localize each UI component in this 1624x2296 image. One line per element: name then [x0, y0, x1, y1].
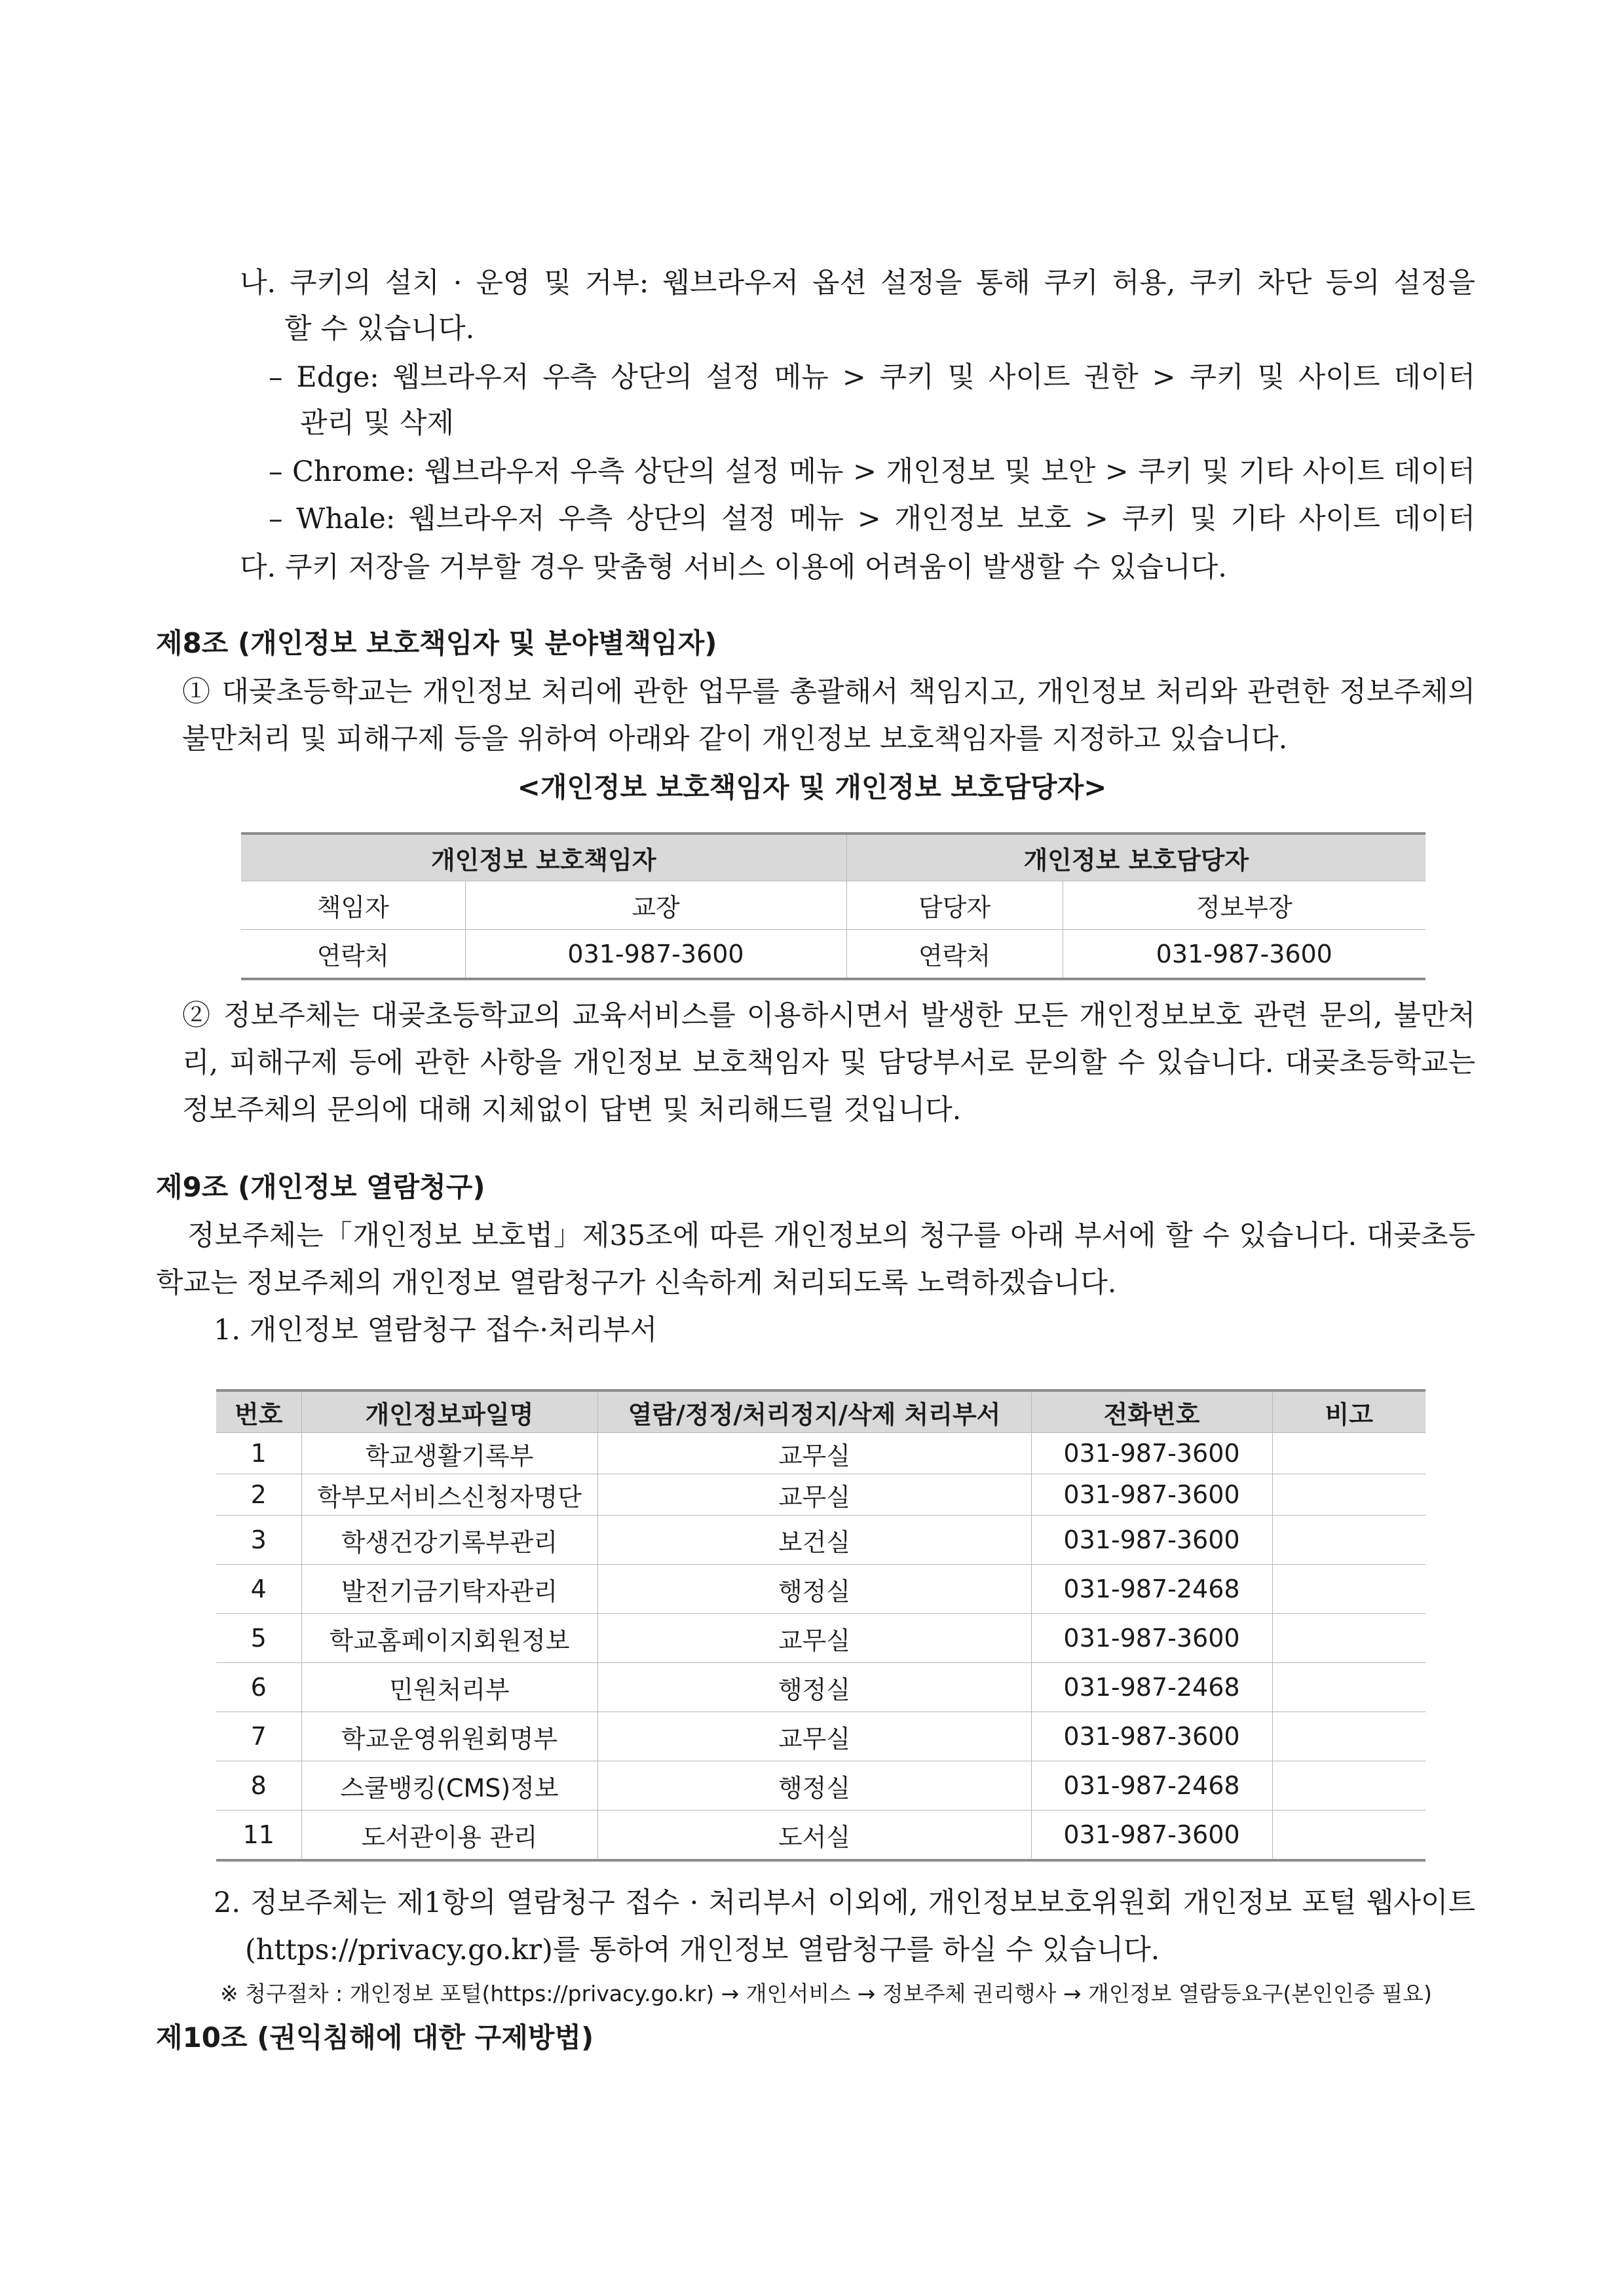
header-privacy-manager: 개인정보 보호담당자: [846, 833, 1426, 881]
table-cell: 교무실: [597, 1614, 1031, 1663]
table-cell: 3: [216, 1516, 301, 1565]
table-cell: 교무실: [597, 1474, 1031, 1516]
cookie-edge-line1: – Edge: 웹브라우저 우측 상단의 설정 메뉴 > 쿠키 및 사이트 권한 > 쿠키 및 사이트 데이터: [269, 361, 1475, 394]
header-phone: 전화번호: [1031, 1390, 1272, 1433]
table-cell: 학부모서비스신청자명단: [301, 1474, 597, 1516]
article9-heading: 제9조 (개인정보 열람청구): [156, 1171, 485, 1203]
table-cell: 교무실: [597, 1712, 1031, 1761]
header-department: 열람/정정/처리정지/삭제 처리부서: [597, 1390, 1031, 1433]
table-row: [216, 1474, 1426, 1516]
table-cell: 정보부장: [1063, 881, 1426, 930]
article8-p2-line3: 정보주체의 문의에 대해 지체없이 답변 및 처리해드릴 것입니다.: [182, 1094, 962, 1126]
article9-item2-line2: (https://privacy.go.kr)를 통하여 개인정보 열람청구를 하실 수 있습니다.: [245, 1934, 1160, 1966]
table-cell: 031-987-3600: [1063, 930, 1426, 980]
table-cell: 보건실: [597, 1516, 1031, 1565]
article10-heading: 제10조 (권익침해에 대한 구제방법): [156, 2021, 594, 2054]
privacy-officer-table: [241, 832, 1426, 980]
table-cell: 발전기금기탁자관리: [301, 1565, 597, 1614]
table-cell: [1272, 1614, 1426, 1663]
table-header-row: [241, 833, 1426, 881]
cookie-item-na-line1: 나. 쿠키의 설치 · 운영 및 거부: 웹브라우저 옵션 설정을 통해 쿠키 허용, 쿠키 차단 등의 설정을: [240, 267, 1475, 299]
header-no: 번호: [216, 1390, 301, 1433]
cookie-item-na-line2: 할 수 있습니다.: [284, 313, 475, 345]
table-row: [216, 1761, 1426, 1810]
table-cell: 031-987-2468: [1031, 1761, 1272, 1810]
article9-note: ※ 청구절차 : 개인정보 포털(https://privacy.go.kr) → 개인서비스 → 정보주체 권리행사 → 개인정보 열람등요구(본인인증 필요): [220, 1981, 1432, 2006]
table-cell: 8: [216, 1761, 301, 1810]
table-row: [216, 1663, 1426, 1712]
table-cell: [1272, 1565, 1426, 1614]
table-cell: 도서실: [597, 1810, 1031, 1861]
table-cell: 민원처리부: [301, 1663, 597, 1712]
table-cell: 031-987-3600: [1031, 1712, 1272, 1761]
table-row: [216, 1565, 1426, 1614]
table-cell: 5: [216, 1614, 301, 1663]
article9-item2-line1: 2. 정보주체는 제1항의 열람청구 접수 · 처리부서 이외에, 개인정보보호위원회 개인정보 포털 웹사이트: [214, 1886, 1475, 1919]
table-cell: 031-987-2468: [1031, 1565, 1272, 1614]
table-cell: 교무실: [597, 1433, 1031, 1474]
table-cell: [1272, 1712, 1426, 1761]
article9-intro-line1: 정보주체는「개인정보 보호법」제35조에 따른 개인정보의 청구를 아래 부서에 할 수 있습니다. 대곶초등: [187, 1219, 1475, 1252]
table-cell: 7: [216, 1712, 301, 1761]
table-cell: 031-987-3600: [465, 930, 846, 980]
cookie-chrome-line: – Chrome: 웹브라우저 우측 상단의 설정 메뉴 > 개인정보 및 보안 > 쿠키 및 기타 사이트 데이터: [269, 455, 1475, 488]
table-cell: 1: [216, 1433, 301, 1474]
article8-heading: 제8조 (개인정보 보호책임자 및 분야별책임자): [156, 627, 717, 659]
table-cell: 학교홈페이지회원정보: [301, 1614, 597, 1663]
article8-table-caption: <개인정보 보호책임자 및 개인정보 보호담당자>: [517, 771, 1107, 803]
article8-p1-line1: ① 대곶초등학교는 개인정보 처리에 관한 업무를 총괄해서 책임지고, 개인정보 처리와 관련한 정보주체의: [182, 676, 1475, 708]
table-row: [216, 1810, 1426, 1861]
table-cell: 031-987-3600: [1031, 1474, 1272, 1516]
table-header-row: [216, 1390, 1426, 1433]
table-cell: 학교생활기록부: [301, 1433, 597, 1474]
article9-item1: 1. 개인정보 열람청구 접수·처리부서: [214, 1314, 658, 1347]
table-cell: 스쿨뱅킹(CMS)정보: [301, 1761, 597, 1810]
header-privacy-officer: 개인정보 보호책임자: [241, 833, 846, 881]
table-cell: 연락처: [241, 930, 465, 980]
table-cell: 031-987-3600: [1031, 1433, 1272, 1474]
table-cell: 4: [216, 1565, 301, 1614]
cookie-item-da: 다. 쿠키 저장을 거부할 경우 맞춤형 서비스 이용에 어려움이 발생할 수 있습니다.: [240, 551, 1227, 584]
table-cell: 11: [216, 1810, 301, 1861]
table-row: [216, 1516, 1426, 1565]
table-cell: 2: [216, 1474, 301, 1516]
article8-p1-line2: 불만처리 및 피해구제 등을 위하여 아래와 같이 개인정보 보호책임자를 지정하고 있습니다.: [182, 723, 1288, 756]
table-row: [216, 1433, 1426, 1474]
table-cell: 담당자: [846, 881, 1063, 930]
table-cell: 도서관이용 관리: [301, 1810, 597, 1861]
table-row: [216, 1614, 1426, 1663]
table-cell: [1272, 1761, 1426, 1810]
table-cell: 031-987-3600: [1031, 1516, 1272, 1565]
table-cell: 행정실: [597, 1565, 1031, 1614]
article8-p2-line2: 리, 피해구제 등에 관한 사항을 개인정보 보호책임자 및 담당부서로 문의할 수 있습니다. 대곶초등학교는: [182, 1046, 1475, 1079]
table-cell: [1272, 1433, 1426, 1474]
cookie-whale-line: – Whale: 웹브라우저 우측 상단의 설정 메뉴 > 개인정보 보호 > 쿠키 및 기타 사이트 데이터: [269, 503, 1475, 535]
table-cell: 학생건강기록부관리: [301, 1516, 597, 1565]
table-cell: 연락처: [846, 930, 1063, 980]
table-cell: [1272, 1810, 1426, 1861]
table-cell: 책임자: [241, 881, 465, 930]
header-file-name: 개인정보파일명: [301, 1390, 597, 1433]
article8-p2-line1: ② 정보주체는 대곶초등학교의 교육서비스를 이용하시면서 발생한 모든 개인정보보호 관련 문의, 불만처: [182, 999, 1475, 1032]
table-cell: 031-987-3600: [1031, 1810, 1272, 1861]
table-cell: 학교운영위원회명부: [301, 1712, 597, 1761]
cookie-edge-line2: 관리 및 삭제: [300, 407, 455, 440]
table-cell: 031-987-2468: [1031, 1663, 1272, 1712]
table-row: [241, 930, 1426, 980]
table-cell: [1272, 1474, 1426, 1516]
table-cell: 교장: [465, 881, 846, 930]
article9-intro-line2: 학교는 정보주체의 개인정보 열람청구가 신속하게 처리되도록 노력하겠습니다.: [156, 1267, 1117, 1299]
table-cell: 6: [216, 1663, 301, 1712]
table-row: [241, 881, 1426, 930]
access-request-table: [216, 1389, 1426, 1862]
table-cell: 031-987-3600: [1031, 1614, 1272, 1663]
header-remarks: 비고: [1272, 1390, 1426, 1433]
table-cell: 행정실: [597, 1761, 1031, 1810]
table-row: [216, 1712, 1426, 1761]
table-cell: [1272, 1663, 1426, 1712]
table-cell: 행정실: [597, 1663, 1031, 1712]
table-cell: [1272, 1516, 1426, 1565]
